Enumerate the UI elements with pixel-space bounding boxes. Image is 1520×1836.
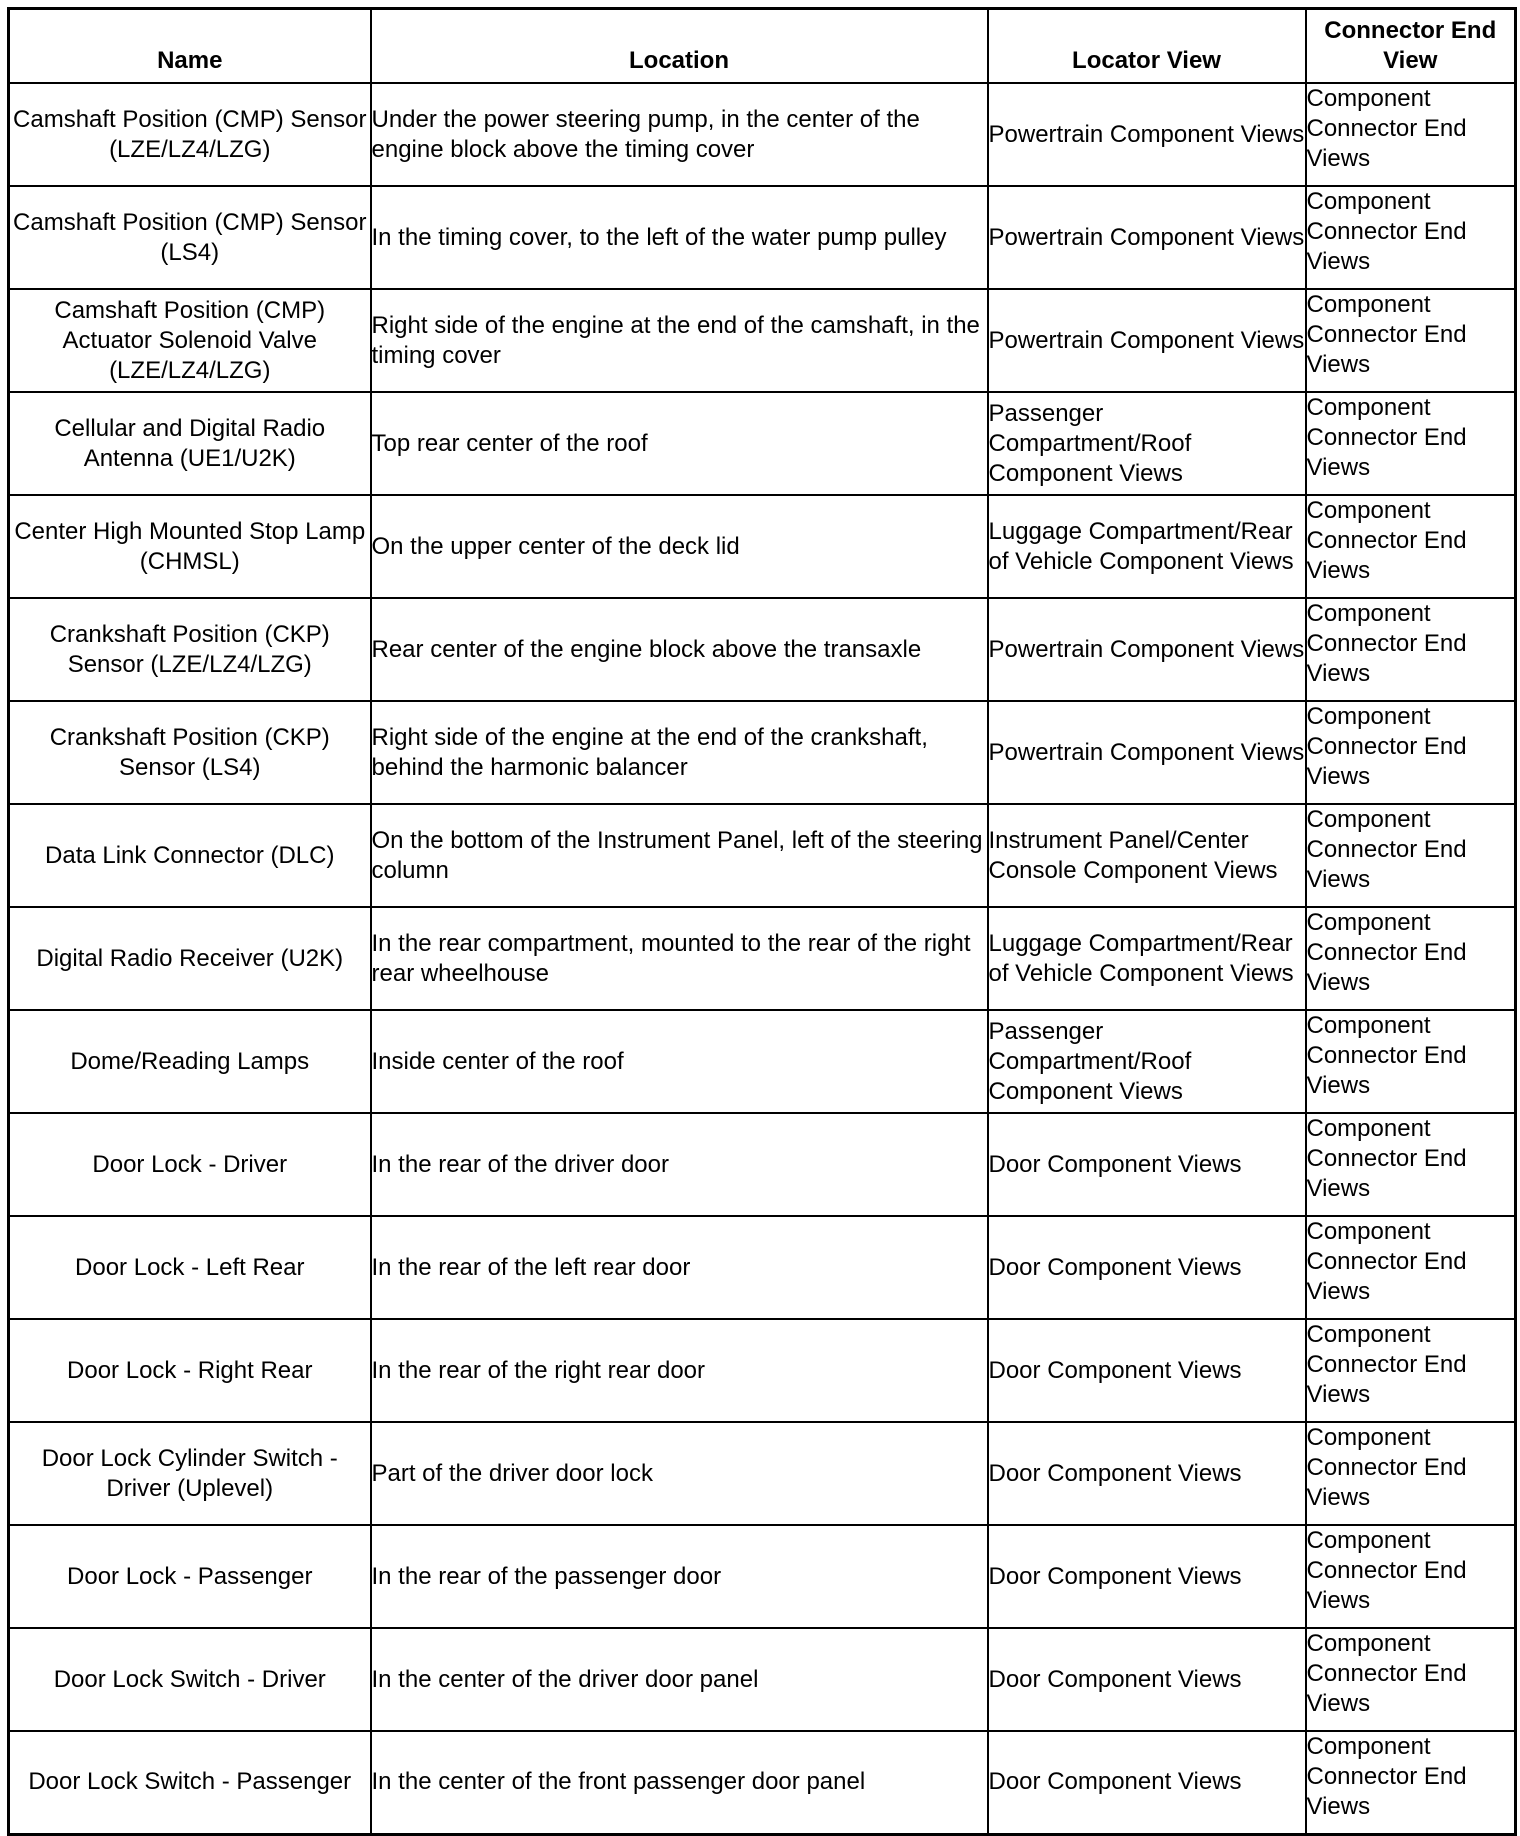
table-row — [9, 598, 1516, 701]
cell-location: On the upper center of the deck lid — [371, 495, 988, 598]
cell-connector-end-view: Component Connector End Views — [1306, 1422, 1516, 1525]
cell-location: Inside center of the roof — [371, 1010, 988, 1113]
cell-connector-end-view: Component Connector End Views — [1306, 1525, 1516, 1628]
cell-connector-end-view: Component Connector End Views — [1306, 186, 1516, 289]
table-row — [9, 1525, 1516, 1628]
cell-connector-end-view: Component Connector End Views — [1306, 1113, 1516, 1216]
cell-locator-view: Door Component Views — [988, 1216, 1306, 1319]
cell-location: In the center of the driver door panel — [371, 1628, 988, 1731]
cell-name: Digital Radio Receiver (U2K) — [9, 907, 371, 1010]
cell-connector-end-view: Component Connector End Views — [1306, 392, 1516, 495]
cell-connector-end-view: Component Connector End Views — [1306, 907, 1516, 1010]
cell-name: Camshaft Position (CMP) Actuator Solenoid Valve (LZE/LZ4/LZG) — [9, 289, 371, 392]
cell-name: Door Lock - Driver — [9, 1113, 371, 1216]
cell-location: Rear center of the engine block above the transaxle — [371, 598, 988, 701]
cell-locator-view: Passenger Compartment/Roof Component Views — [988, 392, 1306, 495]
cell-connector-end-view: Component Connector End Views — [1306, 83, 1516, 186]
component-locator-table — [7, 7, 1517, 1836]
header-name: Name — [9, 9, 371, 84]
cell-locator-view: Luggage Compartment/Rear of Vehicle Component Views — [988, 907, 1306, 1010]
table-row — [9, 804, 1516, 907]
cell-location: On the bottom of the Instrument Panel, left of the steering column — [371, 804, 988, 907]
table-row — [9, 392, 1516, 495]
cell-connector-end-view: Component Connector End Views — [1306, 289, 1516, 392]
cell-locator-view: Door Component Views — [988, 1731, 1306, 1834]
cell-connector-end-view: Component Connector End Views — [1306, 804, 1516, 907]
cell-name: Door Lock Cylinder Switch - Driver (Uplevel) — [9, 1422, 371, 1525]
cell-location: In the rear of the right rear door — [371, 1319, 988, 1422]
table-row — [9, 1113, 1516, 1216]
table-row — [9, 186, 1516, 289]
cell-locator-view: Powertrain Component Views — [988, 186, 1306, 289]
cell-location: Part of the driver door lock — [371, 1422, 988, 1525]
table-row — [9, 1731, 1516, 1834]
cell-locator-view: Door Component Views — [988, 1113, 1306, 1216]
cell-name: Dome/Reading Lamps — [9, 1010, 371, 1113]
cell-location: In the center of the front passenger door panel — [371, 1731, 988, 1834]
cell-connector-end-view: Component Connector End Views — [1306, 1731, 1516, 1834]
table-row — [9, 701, 1516, 804]
cell-name: Door Lock Switch - Passenger — [9, 1731, 371, 1834]
cell-connector-end-view: Component Connector End Views — [1306, 1010, 1516, 1113]
cell-location: In the timing cover, to the left of the water pump pulley — [371, 186, 988, 289]
cell-connector-end-view: Component Connector End Views — [1306, 1319, 1516, 1422]
cell-location: Under the power steering pump, in the center of the engine block above the timing cover — [371, 83, 988, 186]
cell-locator-view: Powertrain Component Views — [988, 598, 1306, 701]
cell-locator-view: Door Component Views — [988, 1525, 1306, 1628]
cell-location: In the rear of the passenger door — [371, 1525, 988, 1628]
table-row — [9, 1010, 1516, 1113]
table-row — [9, 907, 1516, 1010]
cell-locator-view: Door Component Views — [988, 1319, 1306, 1422]
cell-connector-end-view: Component Connector End Views — [1306, 1216, 1516, 1319]
cell-name: Data Link Connector (DLC) — [9, 804, 371, 907]
cell-name: Crankshaft Position (CKP) Sensor (LS4) — [9, 701, 371, 804]
header-connector-end-view: Connector End View — [1306, 9, 1516, 84]
cell-location: Top rear center of the roof — [371, 392, 988, 495]
cell-locator-view: Powertrain Component Views — [988, 289, 1306, 392]
table-row — [9, 1319, 1516, 1422]
cell-locator-view: Powertrain Component Views — [988, 701, 1306, 804]
header-locator-view: Locator View — [988, 9, 1306, 84]
cell-locator-view: Powertrain Component Views — [988, 83, 1306, 186]
cell-connector-end-view: Component Connector End Views — [1306, 1628, 1516, 1731]
table-row — [9, 1216, 1516, 1319]
cell-location: In the rear of the left rear door — [371, 1216, 988, 1319]
cell-location: Right side of the engine at the end of the camshaft, in the timing cover — [371, 289, 988, 392]
cell-name: Crankshaft Position (CKP) Sensor (LZE/LZ4/LZG) — [9, 598, 371, 701]
table-body — [9, 83, 1516, 1834]
table-row — [9, 289, 1516, 392]
cell-locator-view: Passenger Compartment/Roof Component Views — [988, 1010, 1306, 1113]
cell-name: Door Lock - Left Rear — [9, 1216, 371, 1319]
cell-name: Cellular and Digital Radio Antenna (UE1/U2K) — [9, 392, 371, 495]
cell-name: Camshaft Position (CMP) Sensor (LS4) — [9, 186, 371, 289]
header-row — [9, 9, 1516, 84]
table-row — [9, 83, 1516, 186]
cell-connector-end-view: Component Connector End Views — [1306, 598, 1516, 701]
cell-connector-end-view: Component Connector End Views — [1306, 701, 1516, 804]
table-row — [9, 495, 1516, 598]
header-location: Location — [371, 9, 988, 84]
cell-location: In the rear compartment, mounted to the rear of the right rear wheelhouse — [371, 907, 988, 1010]
cell-location: Right side of the engine at the end of the crankshaft, behind the harmonic balancer — [371, 701, 988, 804]
cell-locator-view: Luggage Compartment/Rear of Vehicle Component Views — [988, 495, 1306, 598]
cell-location: In the rear of the driver door — [371, 1113, 988, 1216]
cell-name: Center High Mounted Stop Lamp (CHMSL) — [9, 495, 371, 598]
cell-locator-view: Door Component Views — [988, 1628, 1306, 1731]
table-row — [9, 1422, 1516, 1525]
cell-locator-view: Instrument Panel/Center Console Component Views — [988, 804, 1306, 907]
cell-locator-view: Door Component Views — [988, 1422, 1306, 1525]
cell-connector-end-view: Component Connector End Views — [1306, 495, 1516, 598]
cell-name: Door Lock - Passenger — [9, 1525, 371, 1628]
cell-name: Camshaft Position (CMP) Sensor (LZE/LZ4/LZG) — [9, 83, 371, 186]
table-row — [9, 1628, 1516, 1731]
cell-name: Door Lock Switch - Driver — [9, 1628, 371, 1731]
cell-name: Door Lock - Right Rear — [9, 1319, 371, 1422]
